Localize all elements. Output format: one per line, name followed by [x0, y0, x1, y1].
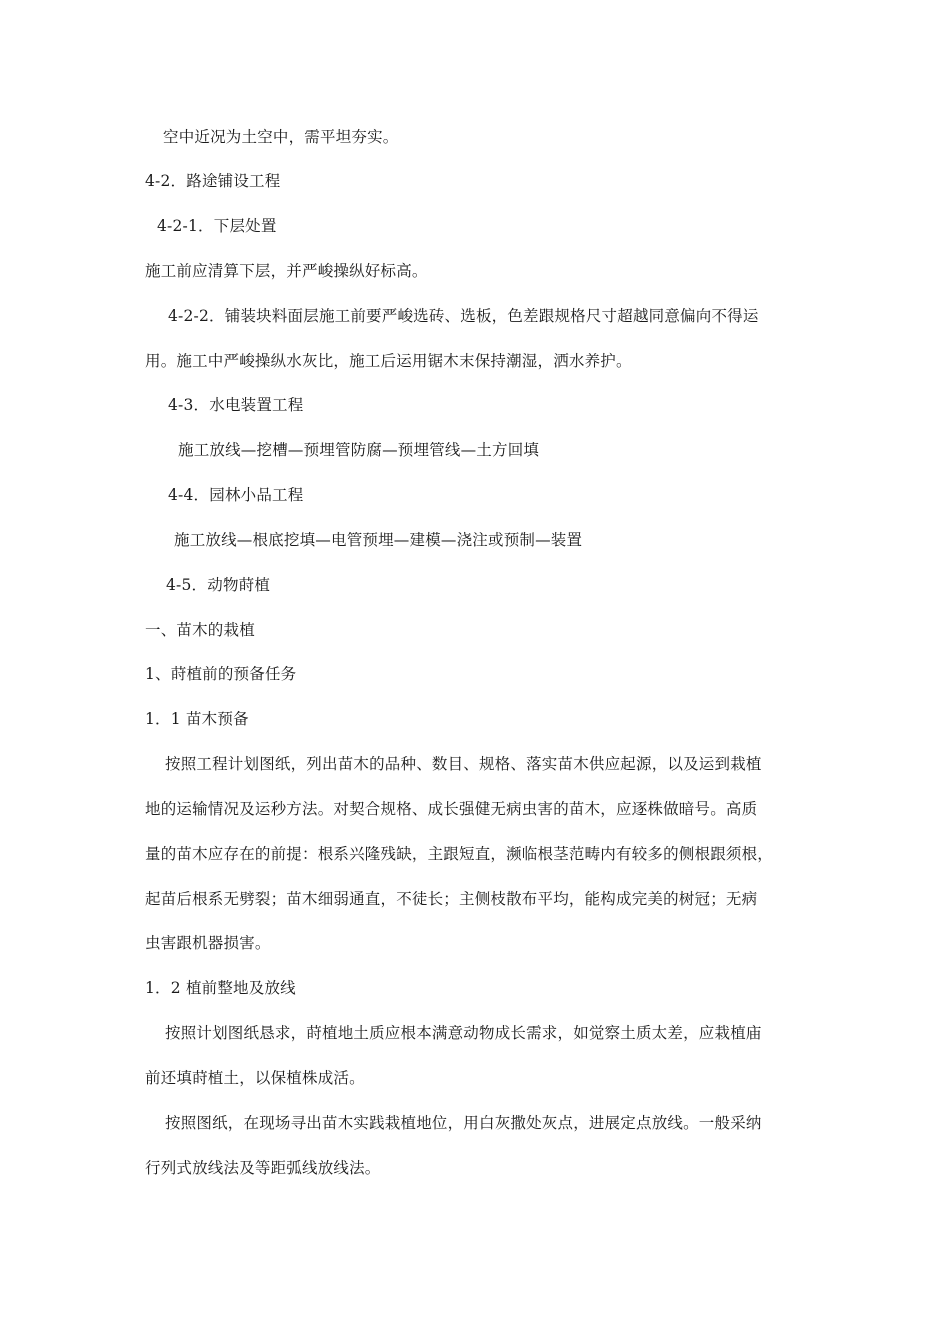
- section-heading: 4-2．路途铺设工程: [145, 172, 281, 190]
- paragraph-line: 虫害跟机器损害。: [145, 934, 271, 952]
- section-heading: 一、苗木的栽植: [145, 621, 255, 639]
- paragraph-line: 4-2-2．铺装块料面层施工前要严峻选砖、选板，色差跟规格尺寸超越同意偏向不得运: [168, 307, 759, 325]
- section-heading: 4-5．动物莳植: [166, 576, 271, 594]
- section-heading: 4-3．水电装置工程: [168, 396, 304, 414]
- subsection-heading: 1．1 苗木预备: [145, 710, 249, 728]
- subsection-heading: 1、莳植前的预备任务: [145, 665, 297, 683]
- paragraph-line: 按照工程计划图纸，列出苗木的品种、数目、规格、落实苗木供应起源，以及运到栽植: [165, 755, 762, 773]
- subsection-heading: 4-2-1．下层处置: [157, 217, 277, 235]
- paragraph-line: 地的运输情况及运秒方法。对契合规格、成长强健无病虫害的苗木，应逐株做暗号。高质: [145, 800, 758, 818]
- paragraph-line: 起苗后根系无劈裂；苗木细弱通直，不徒长；主侧枝散布平均，能构成完美的树冠；无病: [145, 890, 758, 908]
- paragraph-line: 量的苗木应存在的前提：根系兴隆残缺，主跟短直，濒临根茎范畴内有较多的侧根跟须根，: [145, 845, 774, 863]
- paragraph-line: 行列式放线法及等距弧线放线法。: [145, 1159, 381, 1177]
- section-heading: 4-4．园林小品工程: [168, 486, 304, 504]
- paragraph-line: 按照图纸，在现场寻出苗木实践栽植地位，用白灰撒处灰点，进展定点放线。一般采纳: [165, 1114, 762, 1132]
- paragraph-line: 按照计划图纸恳求，莳植地土质应根本满意动物成长需求，如觉察土质太差，应栽植庙: [165, 1024, 762, 1042]
- paragraph-line: 施工放线—根底挖填—电管预埋—建模—浇注或预制—装置: [174, 531, 583, 549]
- paragraph-line: 前还填莳植土，以保植株成活。: [145, 1069, 365, 1087]
- subsection-heading: 1．2 植前整地及放线: [145, 979, 296, 997]
- paragraph-line: 施工前应清算下层，并严峻操纵好标高。: [145, 262, 428, 280]
- paragraph-line: 用。施工中严峻操纵水灰比，施工后运用锯木末保持潮湿，洒水养护。: [145, 352, 632, 370]
- paragraph-line: 空中近况为土空中，需平坦夯实。: [163, 128, 399, 146]
- paragraph-line: 施工放线—挖槽—预埋管防腐—预埋管线—土方回填: [178, 441, 540, 459]
